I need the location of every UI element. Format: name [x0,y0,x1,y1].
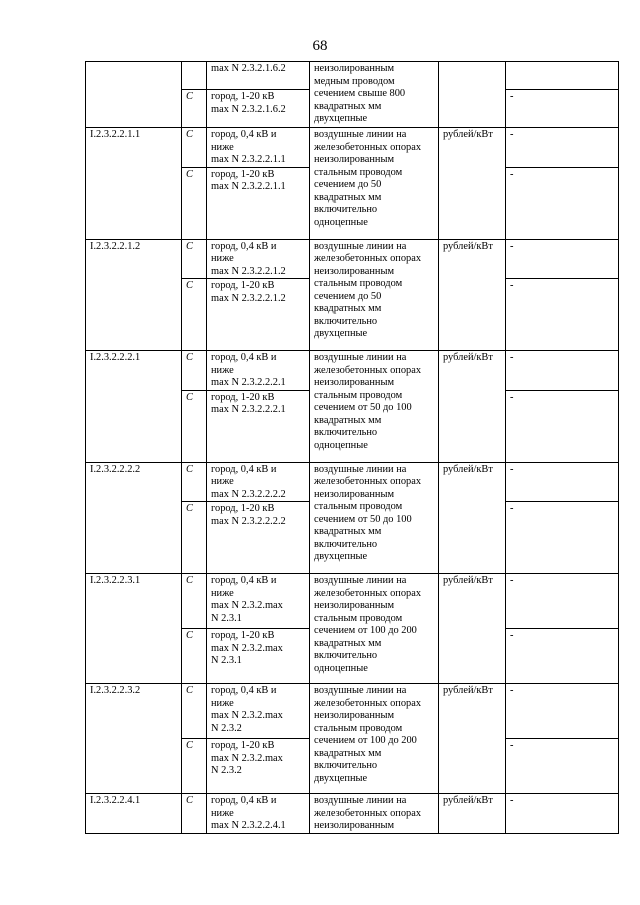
category-cell: С [182,462,207,502]
line-type-cell: воздушные линии на железобетонных опорах неизолированным стальным проводом сечением от 50 до 100 квадратных мм включительно двухцепные [310,462,439,574]
row-code: I.2.3.2.2.3.1 [86,574,182,684]
voltage-description-cell: город, 0,4 кВ и ниже max N 2.3.2.2.2.1 [207,351,310,391]
value-cell: - [506,279,619,351]
value-cell: - [506,794,619,834]
tariff-table-body [86,62,619,834]
voltage-description-cell: город, 0,4 кВ и ниже max N 2.3.2.2.1.2 [207,239,310,279]
value-cell: - [506,167,619,239]
voltage-description-cell: город, 0,4 кВ и ниже max N 2.3.2.2.2.2 [207,462,310,502]
voltage-description-cell: город, 1-20 кВ max N 2.3.2.max N 2.3.2 [207,739,310,794]
voltage-description-cell: город, 0,4 кВ и ниже max N 2.3.2.2.1.1 [207,128,310,168]
value-cell: - [506,629,619,684]
voltage-description-cell: город, 1-20 кВ max N 2.3.2.1.6.2 [207,90,310,128]
table-row [86,684,619,739]
unit-cell: рублей/кВт [439,239,506,351]
line-type-cell: воздушные линии на железобетонных опорах неизолированным стальным проводом сечением до 50 квадратных мм включительно одноцепные [310,128,439,240]
value-cell: - [506,574,619,629]
value-cell: - [506,128,619,168]
value-cell: - [506,502,619,574]
value-cell: - [506,239,619,279]
voltage-description-cell: город, 1-20 кВ max N 2.3.2.2.1.1 [207,167,310,239]
category-cell: С [182,502,207,574]
value-cell: - [506,684,619,739]
table-row [86,794,619,834]
unit-cell: рублей/кВт [439,462,506,574]
line-type-cell: воздушные линии на железобетонных опорах неизолированным стальным проводом сечением до 50 квадратных мм включительно двухцепные [310,239,439,351]
category-cell: С [182,739,207,794]
line-type-cell: воздушные линии на железобетонных опорах неизолированным стальным проводом сечением от 50 до 100 квадратных мм включительно одноцепные [310,351,439,463]
row-code: I.2.3.2.2.1.2 [86,239,182,351]
unit-cell: рублей/кВт [439,574,506,684]
voltage-description-cell: город, 1-20 кВ max N 2.3.2.2.2.2 [207,502,310,574]
page-number: 68 [312,38,328,54]
unit-cell: рублей/кВт [439,684,506,794]
voltage-description-cell: город, 1-20 кВ max N 2.3.2.2.2.1 [207,390,310,462]
table-row [86,574,619,629]
category-cell: С [182,128,207,168]
category-cell: С [182,279,207,351]
row-code: I.2.3.2.2.4.1 [86,794,182,834]
unit-cell [439,62,506,128]
voltage-description-cell: город, 1-20 кВ max N 2.3.2.max N 2.3.1 [207,629,310,684]
row-code: I.2.3.2.2.1.1 [86,128,182,240]
voltage-description-cell: город, 0,4 кВ и ниже max N 2.3.2.max N 2.3.1 [207,574,310,629]
tariff-table [85,61,619,834]
row-code [86,62,182,128]
row-code: I.2.3.2.2.3.2 [86,684,182,794]
table-row [86,239,619,279]
category-cell: С [182,390,207,462]
voltage-description-cell: max N 2.3.2.1.6.2 [207,62,310,90]
unit-cell: рублей/кВт [439,794,506,834]
table-row [86,128,619,168]
table-row [86,462,619,502]
value-cell: - [506,462,619,502]
category-cell: С [182,351,207,391]
value-cell [506,62,619,90]
category-cell: С [182,684,207,739]
voltage-description-cell: город, 1-20 кВ max N 2.3.2.2.1.2 [207,279,310,351]
voltage-description-cell: город, 0,4 кВ и ниже max N 2.3.2.max N 2.3.2 [207,684,310,739]
row-code: I.2.3.2.2.2.2 [86,462,182,574]
category-cell: С [182,90,207,128]
table-row [86,351,619,391]
value-cell: - [506,739,619,794]
category-cell [182,62,207,90]
unit-cell: рублей/кВт [439,128,506,240]
line-type-cell: воздушные линии на железобетонных опорах неизолированным стальным проводом сечением от 100 до 200 квадратных мм включительно двухцепные [310,684,439,794]
line-type-cell: неизолированным медным проводом сечением свыше 800 квадратных мм двухцепные [310,62,439,128]
table-row [86,62,619,90]
row-code: I.2.3.2.2.2.1 [86,351,182,463]
unit-cell: рублей/кВт [439,351,506,463]
line-type-cell: воздушные линии на железобетонных опорах неизолированным [310,794,439,834]
category-cell: С [182,574,207,629]
category-cell: С [182,794,207,834]
category-cell: С [182,239,207,279]
line-type-cell: воздушные линии на железобетонных опорах неизолированным стальным проводом сечением от 100 до 200 квадратных мм включительно одноцепные [310,574,439,684]
value-cell: - [506,351,619,391]
category-cell: С [182,629,207,684]
value-cell: - [506,90,619,128]
category-cell: С [182,167,207,239]
value-cell: - [506,390,619,462]
voltage-description-cell: город, 0,4 кВ и ниже max N 2.3.2.2.4.1 [207,794,310,834]
